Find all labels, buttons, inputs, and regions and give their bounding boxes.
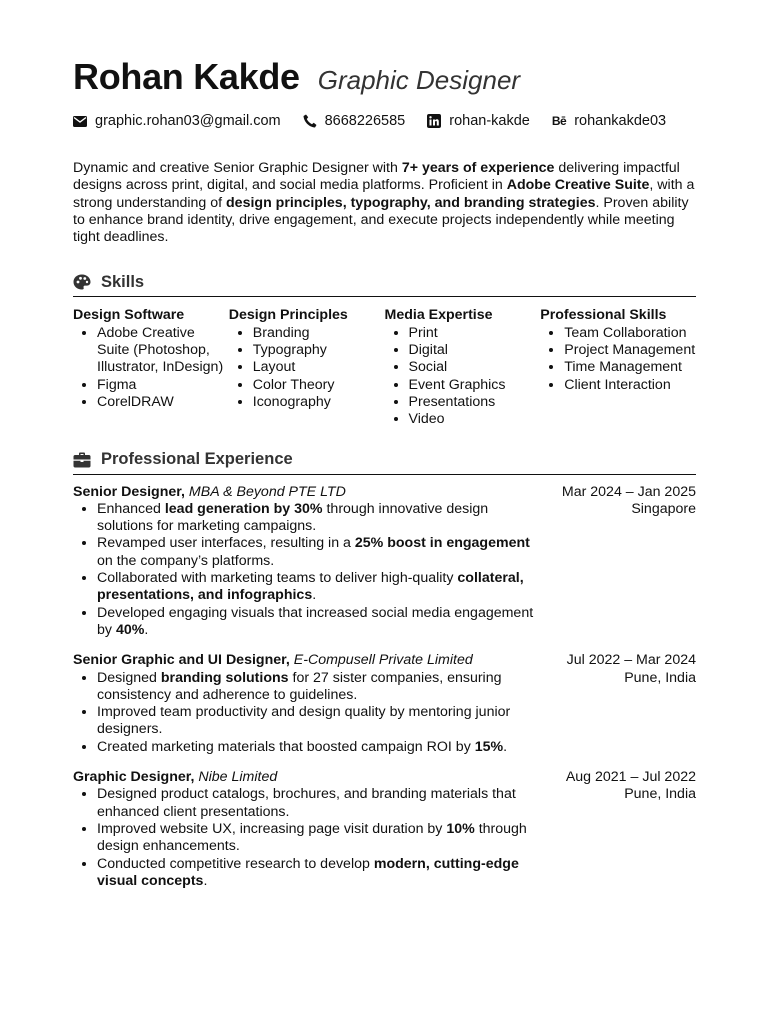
contact-behance[interactable] bbox=[552, 113, 666, 129]
skill-column-title: Design Principles bbox=[228, 307, 348, 324]
skill-item: • Presentations bbox=[409, 394, 541, 411]
skill-item: • Digital bbox=[409, 342, 541, 359]
text-run: Conducted competitive research to develop bbox=[97, 855, 374, 872]
job-bullet bbox=[97, 704, 543, 739]
job-bullet bbox=[97, 856, 543, 891]
skill-column-title: Media Expertise bbox=[384, 307, 493, 324]
linkedin-text: rohan-kakde bbox=[449, 113, 530, 129]
phone-text: 8668226585 bbox=[324, 113, 406, 129]
job-entry bbox=[73, 484, 696, 640]
job-details bbox=[73, 769, 543, 890]
job-company: E-Compusell Private Limited bbox=[293, 652, 473, 669]
job-company: Nibe Limited bbox=[198, 769, 278, 786]
email-icon bbox=[73, 116, 87, 127]
job-bullet bbox=[97, 821, 543, 856]
job-meta bbox=[562, 484, 696, 640]
bold-text: design principles, typography, and branding strategies bbox=[226, 194, 596, 211]
job-location: Pune, India bbox=[624, 786, 696, 803]
bold-text: modern, cutting-edge visual concepts bbox=[97, 855, 519, 889]
contact-phone[interactable] bbox=[303, 113, 406, 129]
job-bullet bbox=[97, 670, 543, 705]
text-run: Designed bbox=[97, 669, 161, 686]
job-bullet bbox=[97, 570, 543, 605]
job-bullets bbox=[73, 786, 543, 890]
contact-linkedin[interactable] bbox=[427, 113, 530, 129]
skill-item: • CorelDRAW bbox=[97, 394, 229, 411]
job-meta bbox=[566, 769, 696, 890]
skill-column bbox=[229, 307, 385, 428]
skill-column-title: Design Software bbox=[73, 307, 185, 324]
header bbox=[73, 56, 696, 100]
skill-column bbox=[385, 307, 541, 428]
job-heading bbox=[73, 484, 543, 501]
text-run: Revamped user interfaces, resulting in a bbox=[97, 535, 355, 552]
text-run: . bbox=[144, 621, 149, 638]
job-bullet bbox=[97, 605, 543, 640]
job-entry bbox=[73, 652, 696, 756]
job-dates: Aug 2021 – Jul 2022 bbox=[565, 769, 696, 786]
skill-column-title: Professional Skills bbox=[540, 307, 667, 324]
job-dates: Jul 2022 – Mar 2024 bbox=[566, 652, 696, 669]
bold-text: 15% bbox=[474, 738, 504, 755]
skills-heading: Skills bbox=[101, 272, 145, 291]
bold-text: branding solutions bbox=[160, 669, 289, 686]
contact-bar bbox=[73, 108, 696, 134]
skill-item: • Team Collaboration bbox=[564, 325, 696, 342]
skill-item: • Iconography bbox=[253, 394, 385, 411]
text-run: , with a strong understanding of bbox=[73, 177, 695, 211]
skills-grid bbox=[73, 307, 696, 428]
text-run: . bbox=[312, 587, 317, 604]
text-run: Improved team productivity and design quality by mentoring junior designers. bbox=[97, 704, 511, 738]
bold-text: collateral, presentations, and infographics bbox=[97, 570, 524, 604]
text-run: Collaborated with marketing teams to deliver high-quality bbox=[97, 570, 458, 587]
experience-list bbox=[73, 484, 696, 891]
job-entry bbox=[73, 769, 696, 890]
skill-item: • Typography bbox=[253, 342, 385, 359]
skills-section-header bbox=[73, 268, 696, 297]
job-meta bbox=[567, 652, 696, 756]
bold-text: 40% bbox=[115, 621, 145, 638]
text-run: . bbox=[503, 738, 508, 755]
resume-page bbox=[73, 56, 696, 890]
bold-text: 7+ years of experience bbox=[401, 160, 555, 176]
job-bullets bbox=[73, 670, 543, 756]
bold-text: 10% bbox=[446, 820, 475, 837]
skill-item: • Social bbox=[409, 359, 541, 376]
text-run: Enhanced bbox=[97, 500, 165, 517]
skill-item: • Client Interaction bbox=[564, 377, 696, 394]
text-run: Dynamic and creative Senior Graphic Designer with bbox=[73, 160, 402, 176]
bold-text: 25% boost in engagement bbox=[354, 535, 530, 552]
candidate-name: Rohan Kakde bbox=[73, 56, 300, 97]
linkedin-icon bbox=[427, 114, 441, 128]
skill-item: • Branding bbox=[253, 325, 385, 342]
text-run: Developed engaging visuals that increased social media engagement by bbox=[97, 604, 534, 638]
skill-item: • Video bbox=[409, 411, 541, 428]
job-heading bbox=[73, 652, 543, 669]
contact-email[interactable] bbox=[73, 113, 281, 129]
job-bullet bbox=[97, 739, 543, 756]
candidate-title: Graphic Designer bbox=[317, 65, 521, 95]
job-details bbox=[73, 652, 543, 756]
skill-column bbox=[73, 307, 229, 428]
job-bullet bbox=[97, 535, 543, 570]
text-run: for 27 sister companies, ensuring consistency and adherence to guidelines. bbox=[97, 669, 502, 703]
phone-icon bbox=[303, 114, 317, 128]
summary-paragraph bbox=[73, 160, 696, 246]
experience-heading: Professional Experience bbox=[101, 450, 293, 469]
job-role: Senior Graphic and UI Designer, bbox=[73, 652, 290, 669]
job-bullet bbox=[97, 501, 543, 536]
job-dates: Mar 2024 – Jan 2025 bbox=[561, 483, 696, 500]
job-location: Pune, India bbox=[624, 669, 696, 686]
job-location: Singapore bbox=[631, 500, 696, 517]
job-bullet bbox=[97, 786, 543, 821]
skill-list bbox=[385, 325, 541, 429]
skill-item: • Project Management bbox=[564, 342, 696, 359]
skill-item: • Adobe Creative Suite (Photoshop, Illustrator, InDesign) bbox=[97, 325, 229, 377]
skill-list bbox=[229, 325, 385, 411]
text-run: Improved website UX, increasing page visit duration by bbox=[97, 820, 447, 837]
skill-list bbox=[540, 325, 696, 394]
skill-column bbox=[540, 307, 696, 428]
briefcase-icon bbox=[73, 452, 91, 468]
job-heading bbox=[73, 769, 543, 786]
text-run: Created marketing materials that boosted campaign ROI by bbox=[97, 738, 475, 755]
text-run: Designed product catalogs, brochures, and branding materials that enhanced client presentations. bbox=[97, 786, 516, 820]
behance-text: rohankakde03 bbox=[574, 113, 667, 129]
skill-item: • Color Theory bbox=[253, 377, 385, 394]
skill-item: • Print bbox=[409, 325, 541, 342]
behance-icon: Bē bbox=[551, 114, 567, 128]
job-details bbox=[73, 484, 543, 640]
palette-icon bbox=[73, 274, 91, 290]
bold-text: Adobe Creative Suite bbox=[506, 177, 650, 194]
skill-item: • Event Graphics bbox=[409, 377, 541, 394]
skill-list bbox=[73, 325, 229, 411]
bold-text: lead generation by 30% bbox=[164, 500, 323, 517]
text-run: through innovative design solutions for marketing campaigns. bbox=[97, 500, 489, 535]
text-run: through design enhancements. bbox=[97, 820, 527, 855]
text-run: delivering impactful designs across print, digital, and social media platforms. Proficient in bbox=[73, 160, 680, 194]
skill-item: • Layout bbox=[253, 359, 385, 376]
job-role: Graphic Designer, bbox=[73, 769, 195, 786]
email-text: graphic.rohan03@gmail.com bbox=[95, 113, 281, 129]
skill-item: • Time Management bbox=[564, 359, 696, 376]
job-company: MBA & Beyond PTE LTD bbox=[188, 483, 346, 500]
text-run: on the company’s platforms. bbox=[97, 552, 275, 569]
skill-item: • Figma bbox=[97, 377, 229, 394]
text-run: . Proven ability to enhance brand identity, drive engagement, and execute projects independently while meeting tight deadlines. bbox=[73, 194, 689, 246]
experience-section-header bbox=[73, 446, 696, 475]
job-role: Senior Designer, bbox=[73, 483, 185, 500]
job-bullets bbox=[73, 501, 543, 639]
text-run: . bbox=[203, 872, 208, 889]
